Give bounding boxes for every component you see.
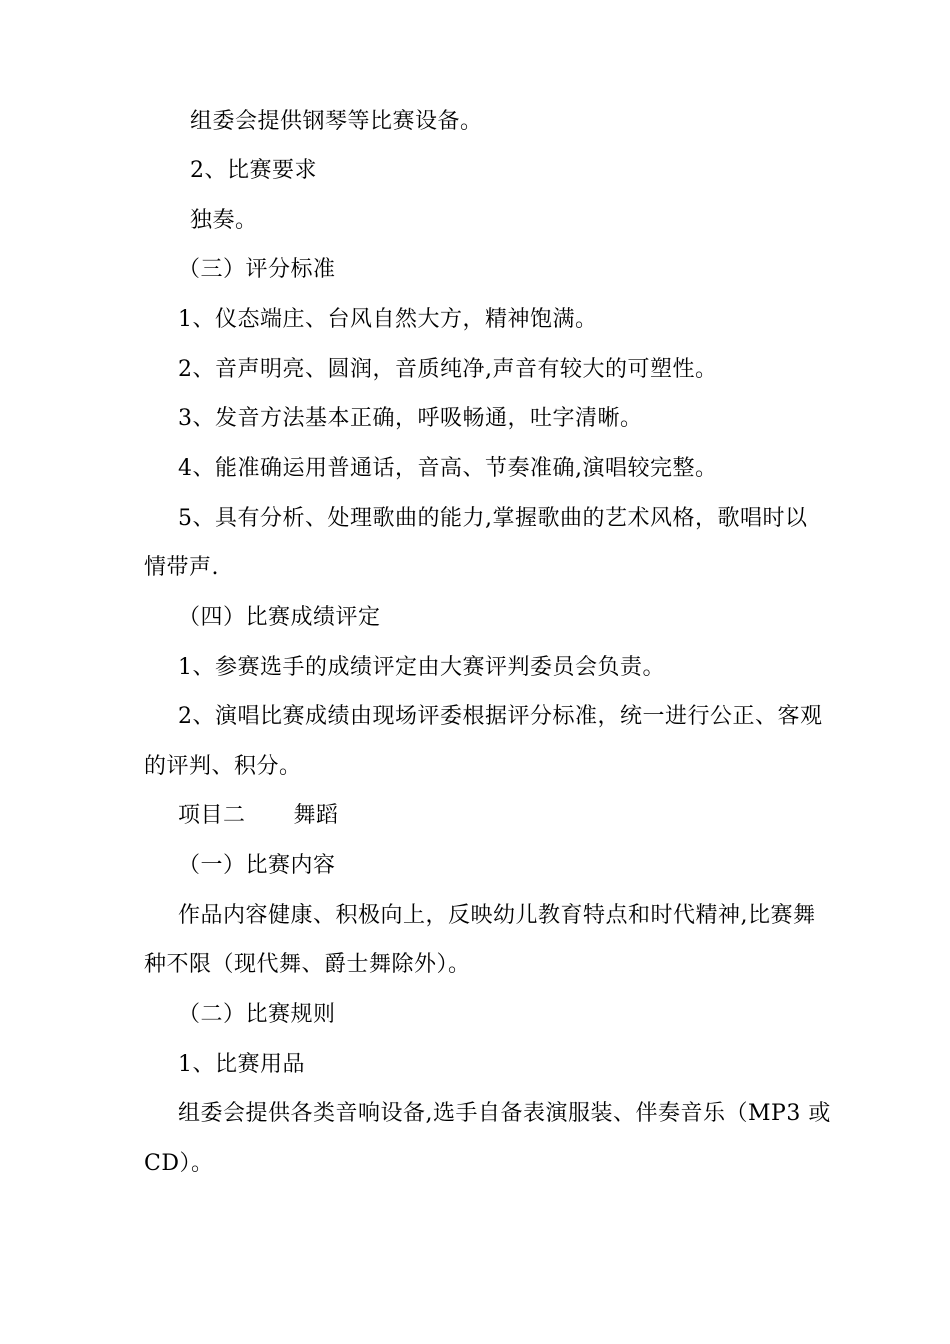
list-item: 4、能准确运用普通话，音高、节奏准确,演唱较完整。: [178, 456, 718, 481]
section-heading: （一）比赛内容: [178, 853, 336, 878]
section-heading: （二）比赛规则: [178, 1002, 336, 1027]
paragraph-line: 作品内容健康、积极向上，反映幼儿教育特点和时代精神,比赛舞: [178, 903, 816, 928]
project-heading: [178, 803, 339, 829]
list-item: 2、音声明亮、圆润，音质纯净,声音有较大的可塑性。: [178, 357, 718, 382]
list-item: 1、参赛选手的成绩评定由大赛评判委员会负责。: [178, 655, 665, 680]
paragraph-line: 组委会提供钢琴等比赛设备。: [190, 109, 483, 134]
section-heading: 2、比赛要求: [190, 158, 317, 183]
paragraph-line: 独奏。: [190, 208, 258, 233]
project-number: 项目二: [178, 803, 246, 828]
paragraph-continuation: 种不限（现代舞、爵士舞除外）。: [144, 952, 471, 977]
list-item-continuation: 的评判、积分。: [144, 754, 302, 779]
section-heading: （三）评分标准: [178, 257, 336, 282]
section-heading: （四）比赛成绩评定: [178, 605, 381, 630]
list-item: 1、仪态端庄、台风自然大方，精神饱满。: [178, 307, 598, 332]
list-item: 1、比赛用品: [178, 1052, 305, 1077]
paragraph-continuation: CD）。: [144, 1151, 214, 1176]
list-item: 5、具有分析、处理歌曲的能力,掌握歌曲的艺术风格，歌唱时以: [178, 506, 808, 531]
list-item: 3、发音方法基本正确，呼吸畅通，吐字清晰。: [178, 406, 643, 431]
list-item: 2、演唱比赛成绩由现场评委根据评分标准，统一进行公正、客观: [178, 704, 823, 729]
list-item-continuation: 情带声.: [144, 555, 219, 580]
project-title: 舞蹈: [293, 803, 339, 828]
paragraph-line: 组委会提供各类音响设备,选手自备表演服装、伴奏音乐（MP3 或: [178, 1101, 831, 1126]
